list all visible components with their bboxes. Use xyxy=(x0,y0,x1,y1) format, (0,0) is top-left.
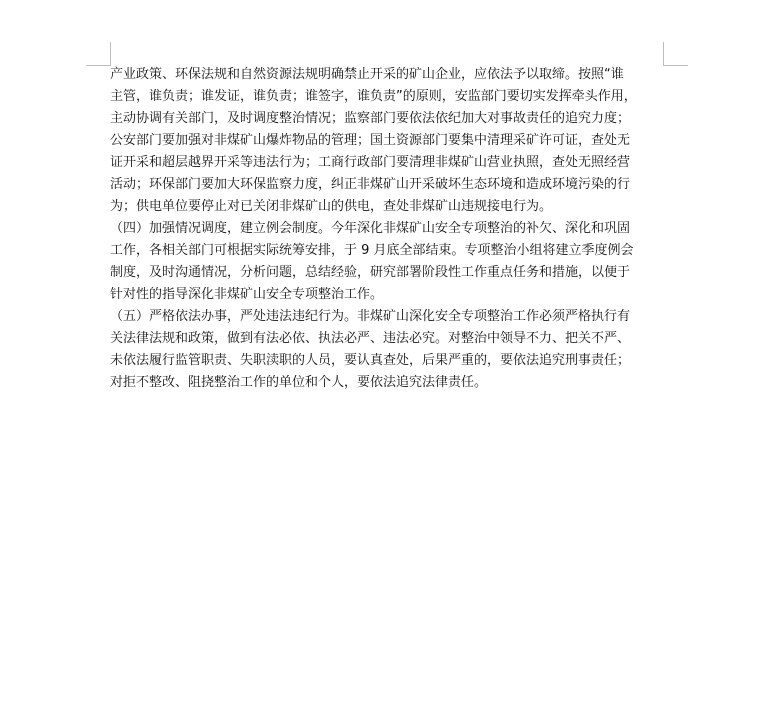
crop-mark-top-right-horizontal xyxy=(663,65,688,66)
crop-mark-top-right-vertical xyxy=(663,42,664,66)
text-line: 主管，谁负责；谁发证，谁负责；谁签字，谁负责”的原则，安监部门要切实发挥牵头作用， xyxy=(110,89,637,104)
paragraph-4-heading-line: （四）加强情况调度，建立例会制度。今年深化非煤矿山安全专项整治的补欠、深化和巩固 xyxy=(110,221,631,236)
crop-mark-top-left-vertical xyxy=(110,42,111,66)
text-line: 公安部门要加强对非煤矿山爆炸物品的管理；国土资源部门要集中清理采矿许可证，查处无 xyxy=(110,133,631,148)
paragraph-5-heading-line: （五）严格依法办事，严处违法违纪行为。非煤矿山深化安全专项整治工作必须严格执行有 xyxy=(110,309,631,324)
document-body[interactable] xyxy=(110,64,663,394)
crop-mark-top-left-horizontal xyxy=(86,65,111,66)
text-line: 未依法履行监管职责、失职渎职的人员，要认真查处，后果严重的，要依法追究刑事责任； xyxy=(110,353,631,368)
text-line: 主动协调有关部门，及时调度整治情况；监察部门要依法依纪加大对事故责任的追究力度； xyxy=(110,111,631,126)
text-line: 关法律法规和政策，做到有法必依、执法必严、违法必究。对整治中领导不力、把关不严、 xyxy=(110,331,631,346)
text-line: 产业政策、环保法规和自然资源法规明确禁止开采的矿山企业，应依法予以取缔。按照“谁 xyxy=(110,67,624,82)
text-line: 为；供电单位要停止对已关闭非煤矿山的供电，查处非煤矿山违规接电行为。 xyxy=(110,199,553,214)
text-line: 活动；环保部门要加大环保监察力度，纠正非煤矿山开采破坏生态环境和造成环境污染的行 xyxy=(110,177,631,192)
text-line: 制度，及时沟通情况，分析问题，总结经验，研究部署阶段性工作重点任务和措施，以便于 xyxy=(110,265,631,280)
text-line: 针对性的指导深化非煤矿山安全专项整治工作。 xyxy=(110,287,384,302)
text-line: 证开采和超层越界开采等违法行为；工商行政部门要清理非煤矿山营业执照，查处无照经营 xyxy=(110,155,631,170)
text-line: 工作，各相关部门可根据实际统筹安排，于 9 月底全部结束。专项整治小组将建立季度例会 xyxy=(110,243,634,258)
text-line: 对拒不整改、阻挠整治工作的单位和个人，要依法追究法律责任。 xyxy=(110,375,488,390)
